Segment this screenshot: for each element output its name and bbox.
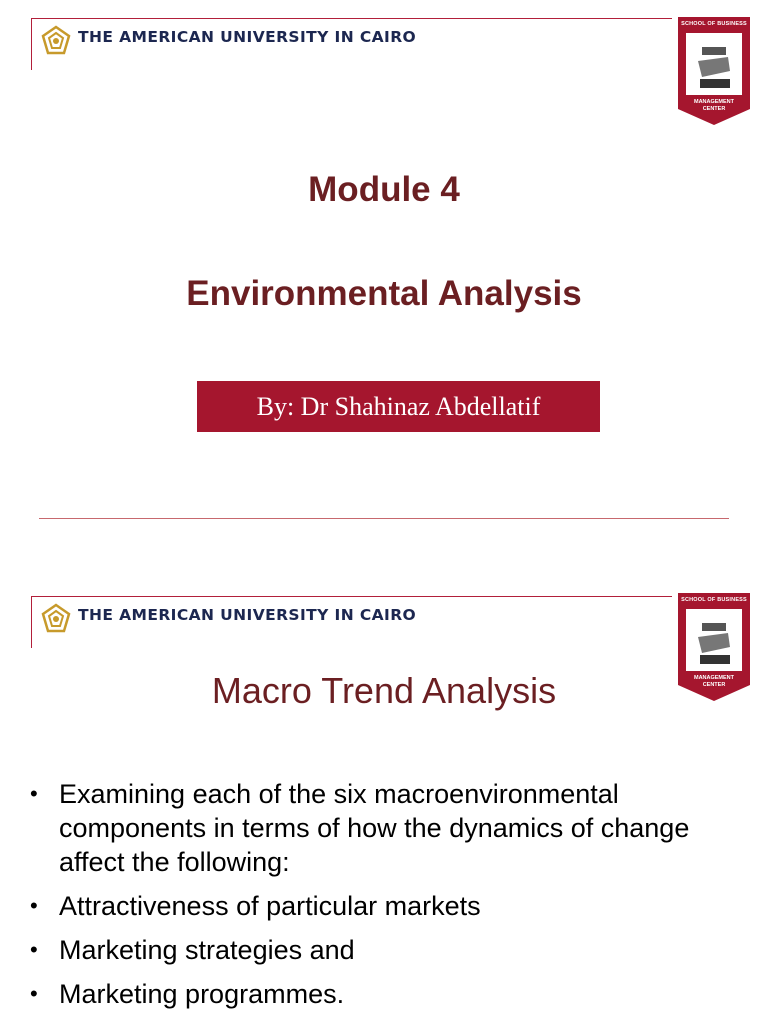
header-bar [31,596,672,648]
auc-seal-icon [40,603,72,635]
slide-title: Environmental Analysis [186,274,582,313]
slide-2 [0,577,768,1024]
badge-top-text: SCHOOL OF BUSINESS [678,593,750,607]
badge-line-1: MANAGEMENT [693,99,735,105]
author-box: By: Dr Shahinaz Abdellatif [197,381,600,432]
badge-line-1: MANAGEMENT [693,675,735,681]
bullet-list [30,777,750,1021]
slide-title: Macro Trend Analysis [211,670,557,711]
bullet-item: • Marketing programmes. [30,977,750,1011]
university-name: THE AMERICAN UNIVERSITY IN CAIRO [78,606,417,624]
module-title: Module 4 [308,170,460,209]
bullet-item: • Examining each of the six macroenvironmental components in terms of how the dynamics of change affect the following: [30,777,750,879]
bullet-item: • Marketing strategies and [30,933,750,967]
badge-bottom-text [688,99,740,113]
badge-top-text: SCHOOL OF BUSINESS [678,17,750,31]
slide-1 [0,0,768,510]
university-name: THE AMERICAN UNIVERSITY IN CAIRO [78,28,417,46]
school-badge [678,17,750,125]
bullet-item: • Attractiveness of particular markets [30,889,750,923]
badge-line-2: CENTER [702,682,726,688]
slide-divider [39,518,729,519]
header-bar [31,18,672,70]
badge-line-2: CENTER [702,106,726,112]
auc-seal-icon [40,25,72,57]
